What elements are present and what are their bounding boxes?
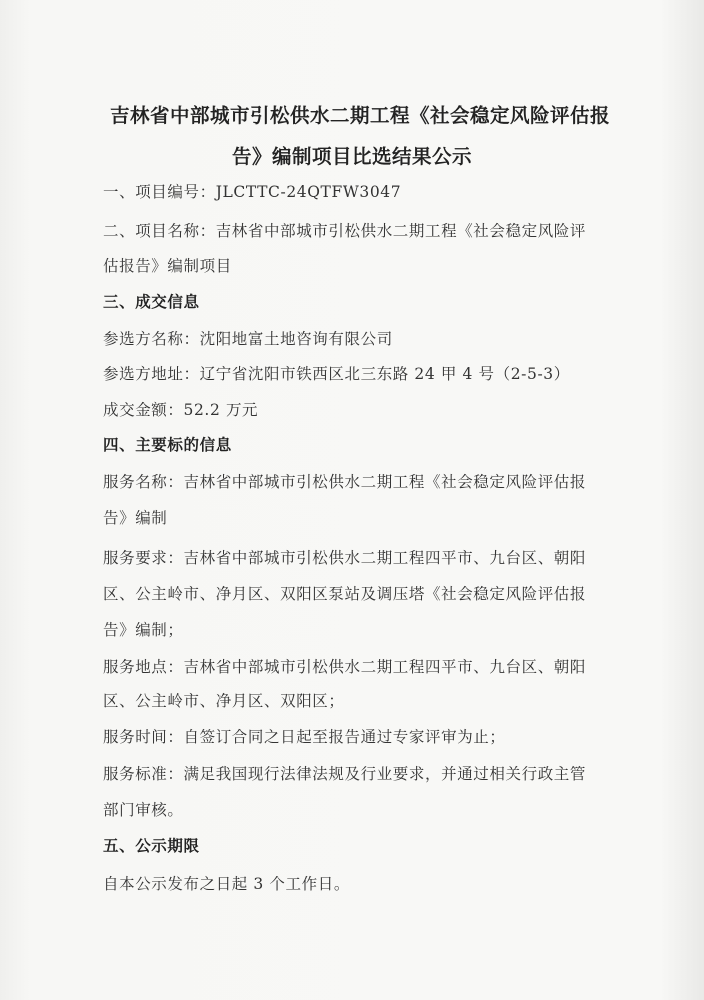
bidder-address: 参选方地址：辽宁省沈阳市铁西区北三东路 24 甲 4 号（2-5-3） bbox=[103, 365, 570, 383]
section-heading-notice-period: 五、公示期限 bbox=[103, 836, 200, 855]
service-standard-line-2: 部门审核。 bbox=[103, 801, 184, 819]
service-time: 服务时间：自签订合同之日起至报告通过专家评审为止； bbox=[103, 728, 506, 746]
service-location-line-1: 服务地点：吉林省中部城市引松供水二期工程四平市、九台区、朝阳 bbox=[103, 658, 587, 676]
project-name-line-2: 估报告》编制项目 bbox=[103, 257, 232, 275]
document-title-line-2: 告》编制项目比选结果公示 bbox=[232, 145, 473, 168]
project-name-line-1: 二、项目名称：吉林省中部城市引松供水二期工程《社会稳定风险评 bbox=[103, 222, 587, 240]
section-heading-deal-info: 三、成交信息 bbox=[103, 292, 200, 311]
service-location-line-2: 区、公主岭市、净月区、双阳区； bbox=[103, 692, 345, 710]
notice-period-text: 自本公示发布之日起 3 个工作日。 bbox=[103, 875, 350, 893]
document-title-line-1: 吉林省中部城市引松供水二期工程《社会稳定风险评估报 bbox=[110, 104, 611, 127]
service-name-line-1: 服务名称：吉林省中部城市引松供水二期工程《社会稳定风险评估报 bbox=[103, 473, 587, 491]
project-number: 一、项目编号：JLCTTC-24QTFW3047 bbox=[103, 183, 402, 201]
service-standard-line-1: 服务标准：满足我国现行法律法规及行业要求，并通过相关行政主管 bbox=[103, 765, 587, 783]
bidder-name: 参选方名称：沈阳地富土地咨询有限公司 bbox=[103, 330, 393, 348]
service-requirement-line-1: 服务要求：吉林省中部城市引松供水二期工程四平市、九台区、朝阳 bbox=[103, 549, 587, 567]
service-requirement-line-3: 告》编制； bbox=[103, 621, 184, 639]
service-requirement-line-2: 区、公主岭市、净月区、双阳区泵站及调压塔《社会稳定风险评估报 bbox=[103, 585, 587, 603]
section-heading-subject-info: 四、主要标的信息 bbox=[103, 435, 232, 454]
deal-amount: 成交金额：52.2 万元 bbox=[103, 401, 259, 419]
service-name-line-2: 告》编制 bbox=[103, 509, 168, 527]
